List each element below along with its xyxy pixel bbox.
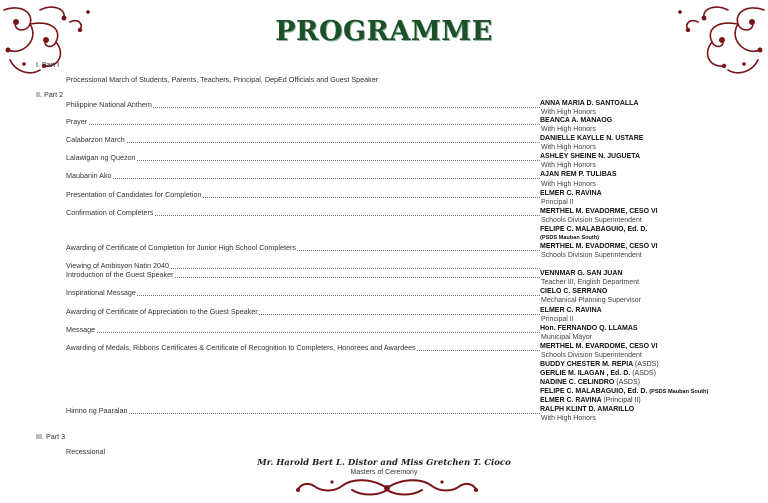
presenter-role: Teacher III, English Department	[541, 279, 640, 286]
presenter-role: With High Honors	[541, 144, 596, 151]
presenter-role: Mechanical Planning Supervisor	[541, 297, 641, 304]
programme-row: Lalawigan ng Quezon	[66, 153, 540, 163]
part-heading: II. Part 2	[36, 90, 64, 99]
bottom-flourish-icon	[292, 476, 482, 498]
awardee-name: FELIPE C. MALABAGUIO, Ed. D. (PSDS Mauban South)	[540, 388, 709, 395]
presenter-role: With High Honors	[541, 162, 596, 169]
programme-line: Processional March of Students, Parents, Teachers, Principal, DepEd Officials and Guest Speaker	[66, 75, 379, 84]
programme-row: Maubanin Ako	[66, 171, 540, 181]
presenter-name: MERTHEL M. EVADORME, CESO VI	[540, 208, 658, 215]
masters-of-ceremony-names: Mr. Harold Bert L. Distor and Miss Gretchen T. Cioco	[257, 458, 511, 468]
programme-row: Inspirational Message	[66, 288, 540, 298]
presenter-role: With High Honors	[541, 126, 596, 133]
presenter-role: Principal II	[541, 316, 574, 323]
presenter-role: Municipal Mayor	[541, 334, 592, 341]
awardee-name: GERLIE M. ILAGAN , Ed. D. (ASDS)	[540, 370, 656, 377]
programme-line: Recessional	[66, 447, 106, 456]
programme-row: Awarding of Certificate of Appreciation to the Guest Speaker	[66, 307, 540, 317]
programme-row: Presentation of Candidates for Completion	[66, 190, 540, 200]
presenter-role: (PSDS Mauban South)	[540, 235, 600, 241]
programme-row: Message	[66, 325, 540, 335]
presenter-name: CIELO C. SERRANO	[540, 288, 608, 295]
programme-row: Introduction of the Guest Speaker	[66, 270, 540, 280]
presenter-name: FELIPE C. MALABAGUIO, Ed. D.	[540, 226, 648, 233]
awardee-name: NADINE C. CELINDRO (ASDS)	[540, 379, 640, 386]
programme-row: Himno ng Paaralan	[66, 406, 540, 416]
programme-row: Awarding of Medals, Ribbons Certificates & Certificate of Recognition to Completers, Honorees and Awardees	[66, 343, 540, 353]
presenter-name: ANNA MARIA D. SANTOALLA	[540, 100, 639, 107]
programme-row: Philippine National Anthem	[66, 100, 540, 110]
programme-row: Confirmation of Completers	[66, 208, 540, 218]
presenter-name: VENNMAR G. SAN JUAN	[540, 270, 623, 277]
presenter-role: Principal II	[541, 199, 574, 206]
programme-row: Calabarzon March	[66, 135, 540, 145]
awardee-name: ELMER C. RAVINA (Principal II)	[540, 397, 641, 404]
presenter-name: MERTHEL M. EVARDOME, CESO VI	[540, 343, 658, 350]
presenter-role: Schools Division Superintendent	[541, 352, 642, 359]
programme-row: Awarding of Certificate of Completion for Junior High School Completers	[66, 243, 540, 253]
presenter-name: ASHLEY SHEINE N. JUGUETA	[540, 153, 641, 160]
programme-row: Prayer	[66, 117, 540, 127]
awardee-name: BUDDY CHESTER M. REPIA (ASDS)	[540, 361, 659, 368]
presenter-role: With High Honors	[541, 109, 596, 116]
presenter-name: MERTHEL M. EVADORME, CESO VI	[540, 243, 658, 250]
presenter-role: Schools Division Superintendent	[541, 252, 642, 259]
presenter-role: With High Honors	[541, 415, 596, 422]
presenter-name: AJAN REM P. TULIBAS	[540, 171, 617, 178]
masters-of-ceremony-label: Masters of Ceremony	[350, 469, 418, 476]
presenter-role: With High Honors	[541, 181, 596, 188]
presenter-role: Schools Division Superintendent	[541, 217, 642, 224]
programme-row: Viewing of Ambisyon Natin 2040	[66, 261, 540, 271]
part-heading: III. Part 3	[36, 432, 66, 441]
presenter-name: ELMER C. RAVINA	[540, 190, 602, 197]
presenter-name: RALPH KLINT D. AMARILLO	[540, 406, 635, 413]
presenter-name: Hon. FERNANDO Q. LLAMAS	[540, 325, 638, 332]
page-title: PROGRAMME	[275, 16, 493, 47]
part-heading: I. Part I	[36, 60, 60, 69]
presenter-name: ELMER C. RAVINA	[540, 307, 602, 314]
presenter-name: DANIELLE KAYLLE N. USTARE	[540, 135, 644, 142]
presenter-name: BEANCA A. MANAOG	[540, 117, 613, 124]
